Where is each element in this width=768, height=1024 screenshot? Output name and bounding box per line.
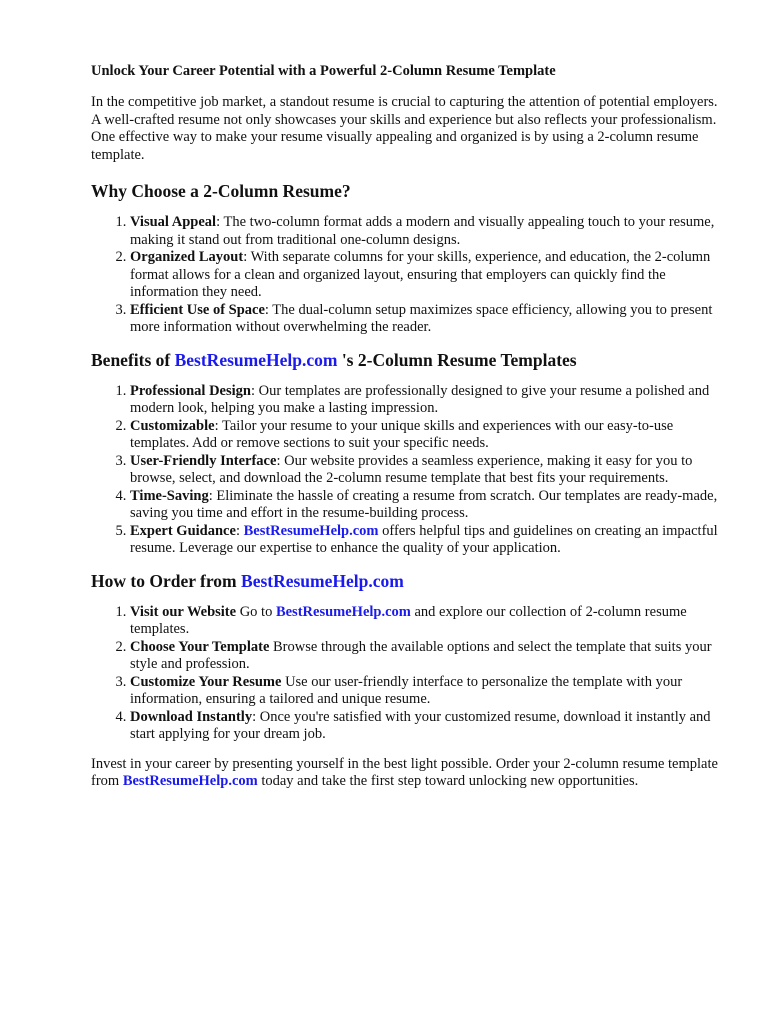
item-text: : <box>235 522 244 539</box>
item-term: Customize Your Resume <box>130 673 282 690</box>
bestresumehelp-link[interactable]: BestResumeHelp.com <box>241 570 404 591</box>
item-term: Efficient Use of Space <box>130 301 265 318</box>
item-text: : The two-column format adds a modern and visually appealing touch to your resume, making it stand out from traditional one-column designs. <box>130 214 715 248</box>
closing-text: today and take the first step toward unlocking new opportunities. <box>257 773 639 789</box>
benefits-heading-suffix: 's 2-Column Resume Templates <box>337 349 577 370</box>
item-term: Visit our Website <box>130 603 237 620</box>
item-term: User-Friendly Interface <box>130 452 277 469</box>
intro-paragraph: In the competitive job market, a standout resume is crucial to capturing the attention of potential employers. A well-crafted resume not only showcases your skills and experience but also reflects your professionalism. One effective way to make your resume visually appealing and organized is by using a 2-column resume template. <box>91 94 718 163</box>
bestresumehelp-link[interactable]: BestResumeHelp.com <box>275 603 411 620</box>
list-item <box>130 523 720 558</box>
document-title: Unlock Your Career Potential with a Powerful 2-Column Resume Template <box>91 63 556 79</box>
list-item <box>130 302 720 337</box>
closing-text: Invest in your career by presenting yourself in the best light possible. Order your 2-column resume template from <box>91 755 718 789</box>
order-list <box>91 604 720 744</box>
item-text: : Our templates are professionally designed to give your resume a polished and modern look, helping you make a lasting impression. <box>130 382 710 416</box>
bestresumehelp-link[interactable]: BestResumeHelp.com <box>243 522 379 539</box>
list-item <box>130 383 720 418</box>
item-term: Visual Appeal <box>130 214 217 230</box>
item-text: Go to <box>236 603 276 620</box>
list-item <box>130 639 720 674</box>
list-item <box>130 488 720 523</box>
item-term: Customizable <box>130 417 215 434</box>
list-item <box>130 418 720 453</box>
benefits-heading <box>91 349 720 371</box>
why-list <box>91 214 720 337</box>
item-text: Browse through the available options and select the template that suits your style and profession. <box>130 638 712 672</box>
item-text: offers helpful tips and guidelines on creating an impactful resume. Leverage our expertise to enhance the quality of your application. <box>130 522 718 556</box>
item-text: : Our website provides a seamless experience, making it easy for you to browse, select, and download the 2-column resume template that best fits your requirements. <box>130 452 693 486</box>
item-text: : Tailor your resume to your unique skills and experiences with our easy-to-use templates. Add or remove sections to suit your specific needs. <box>130 417 674 451</box>
why-heading: Why Choose a 2-Column Resume? <box>91 181 351 201</box>
item-text: Use our user-friendly interface to personalize the template with your information, ensuring a tailored and unique resume. <box>130 673 683 707</box>
item-term: Professional Design <box>130 382 251 399</box>
bestresumehelp-link[interactable]: BestResumeHelp.com <box>122 773 258 789</box>
item-term: Download Instantly <box>130 708 253 725</box>
benefits-list <box>91 383 720 558</box>
list-item <box>130 214 720 249</box>
closing-paragraph <box>91 756 720 791</box>
item-term: Expert Guidance <box>130 522 236 539</box>
list-item <box>130 604 720 639</box>
item-text: : Eliminate the hassle of creating a resume from scratch. Our templates are ready-made, saving you time and effort in the resume-building process. <box>130 487 718 521</box>
list-item <box>130 453 720 488</box>
item-text: and explore our collection of 2-column resume templates. <box>130 603 687 637</box>
item-text: : The dual-column setup maximizes space efficiency, allowing you to present more information without overwhelming the reader. <box>130 301 713 335</box>
list-item <box>130 674 720 709</box>
bestresumehelp-link[interactable]: BestResumeHelp.com <box>174 349 338 370</box>
item-term: Organized Layout <box>130 249 244 265</box>
list-item <box>130 709 720 744</box>
benefits-heading-prefix: Benefits of <box>91 349 175 370</box>
item-term: Time-Saving <box>130 487 209 504</box>
item-text: : With separate columns for your skills, experience, and education, the 2-column format allows for a clean and organized layout, ensuring that employers can quickly find the information they need. <box>130 249 711 300</box>
item-text: : Once you're satisfied with your customized resume, download it instantly and start applying for your dream job. <box>130 708 711 742</box>
list-item <box>130 249 720 302</box>
order-heading <box>91 570 720 592</box>
order-heading-prefix: How to Order from <box>91 570 242 591</box>
item-term: Choose Your Template <box>130 638 270 655</box>
